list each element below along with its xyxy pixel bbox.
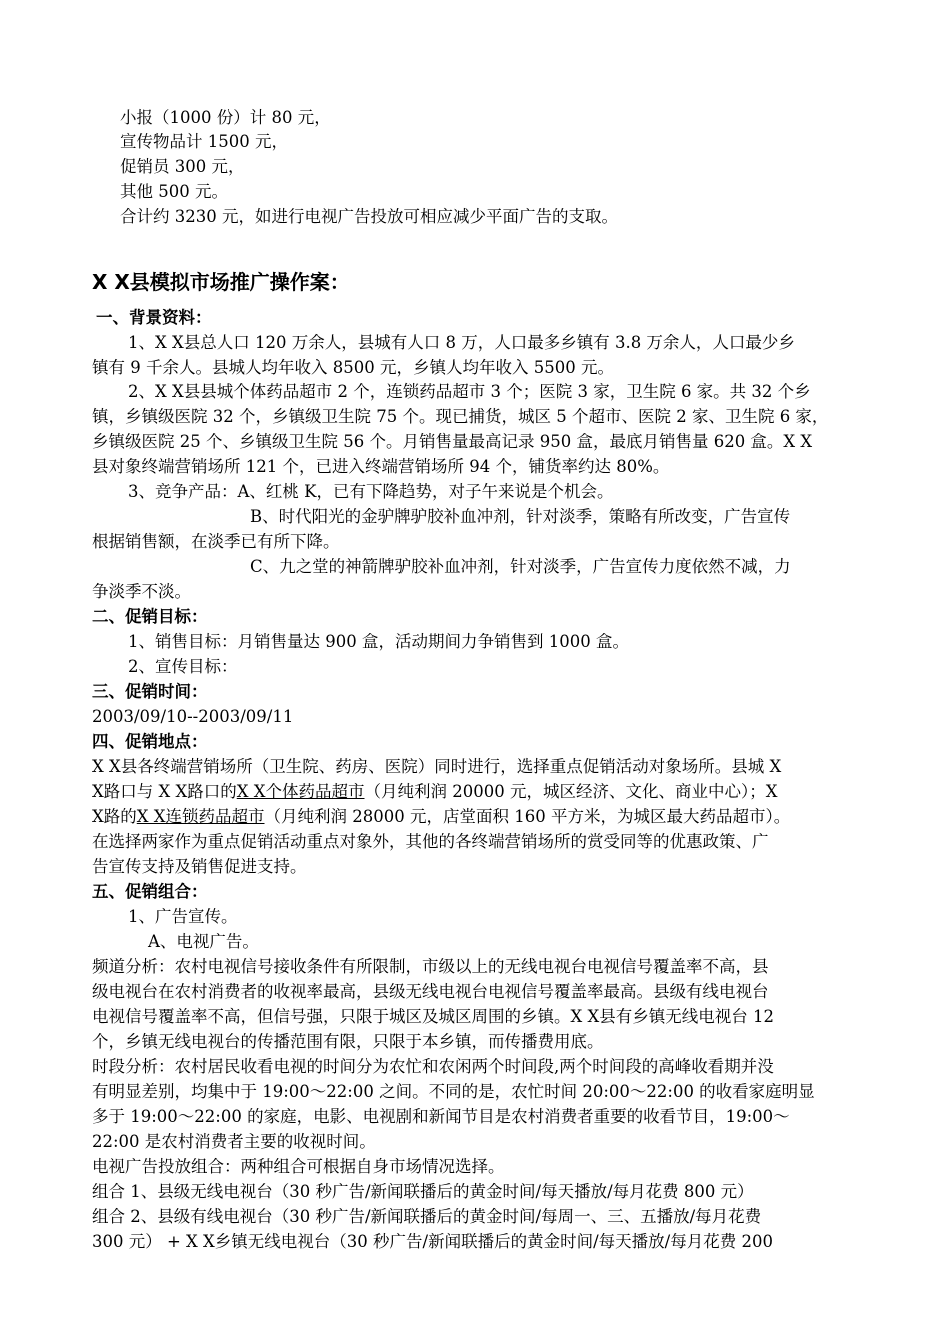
paragraph-line <box>92 780 777 804</box>
store-name-link: X X连锁药品超市 <box>136 807 265 826</box>
text-span: X路口与 X X路口的 <box>92 782 237 801</box>
paragraph-line: 组合 2、县级有线电视台（30 秒广告/新闻联播后的黄金时间/每周一、三、五播放/每月花费 <box>92 1207 762 1226</box>
section-heading: 五、促销组合： <box>92 882 208 901</box>
paragraph-line: 镇有 9 千余人。县城人均年收入 8500 元，乡镇人均年收入 5500 元。 <box>92 358 614 377</box>
budget-line: 宣传物品计 1500 元， <box>120 132 288 151</box>
section-heading: 四、促销地点： <box>92 732 208 751</box>
paragraph-line: 电视广告投放组合：两种组合可根据自身市场情况选择。 <box>92 1157 505 1176</box>
paragraph-line: 乡镇级医院 25 个、乡镇级卫生院 56 个。月销售量最高记录 950 盒，最底月销售量 620 盒。X X <box>92 432 813 451</box>
paragraph-line: 1、销售目标：月销售量达 900 盒，活动期间力争销售到 1000 盒。 <box>128 632 629 651</box>
paragraph-line: 镇，乡镇级医院 32 个，乡镇级卫生院 75 个。现已捕货，城区 5 个超市、医院 2 家、卫生院 6 家， <box>92 407 829 426</box>
paragraph-line: 电视信号覆盖率不高，但信号强，只限于城区及城区周围的乡镇。X X县有乡镇无线电视台 12 <box>92 1007 774 1026</box>
paragraph-line: 组合 1、县级无线电视台（30 秒广告/新闻联播后的黄金时间/每天播放/每月花费 800 元） <box>92 1182 754 1201</box>
paragraph-line: 多于 19:00～22:00 的家庭，电影、电视剧和新闻节目是农村消费者重要的收看节目，19:00～ <box>92 1107 790 1126</box>
paragraph-line: B、时代阳光的金驴牌驴胶补血冲剂，针对淡季，策略有所改变，广告宣传 <box>250 507 791 526</box>
section-heading: 三、促销时间： <box>92 682 208 701</box>
paragraph-line: C、九之堂的神箭牌驴胶补血冲剂，针对淡季，广告宣传力度依然不减，力 <box>250 557 791 576</box>
paragraph-line: 个，乡镇无线电视台的传播范围有限，只限于本乡镇，而传播费用底。 <box>92 1032 604 1051</box>
paragraph-line: 时段分析：农村居民收看电视的时间分为农忙和农闲两个时间段,两个时间段的高峰收看期并没 <box>92 1057 774 1076</box>
paragraph-line: 县对象终端营销场所 121 个，已进入终端营销场所 94 个，铺货率约达 80%。 <box>92 457 670 476</box>
store-name-link: X X个体药品超市 <box>236 782 365 801</box>
budget-total: 合计约 3230 元，如进行电视广告投放可相应减少平面广告的支取。 <box>120 207 618 226</box>
paragraph-line: 争淡季不淡。 <box>92 582 191 601</box>
paragraph-line: A、电视广告。 <box>148 932 259 951</box>
date-range: 2003/09/10--2003/09/11 <box>92 707 294 726</box>
paragraph-line: 频道分析：农村电视信号接收条件有所限制，市级以上的无线电视台电视信号覆盖率不高，县 <box>92 957 769 976</box>
paragraph-line: 22:00 是农村消费者主要的收视时间。 <box>92 1132 376 1151</box>
budget-line: 促销员 300 元， <box>120 157 245 176</box>
budget-line: 小报（1000 份）计 80 元， <box>120 108 331 127</box>
budget-line: 其他 500 元。 <box>120 182 228 201</box>
paragraph-line: 2、宣传目标： <box>128 657 238 676</box>
paragraph-line: 1、广告宣传。 <box>128 907 238 926</box>
document-title: X X县模拟市场推广操作案： <box>92 270 350 294</box>
paragraph-line: 3、竞争产品：A、红桃 K，已有下降趋势，对子午来说是个机会。 <box>128 482 614 501</box>
paragraph-line: 告宣传支持及销售促进支持。 <box>92 857 307 876</box>
paragraph-line: 2、X X县县城个体药品超市 2 个，连锁药品超市 3 个；医院 3 家，卫生院 6 家。共 32 个乡 <box>128 382 811 401</box>
paragraph-line: 1、X X县总人口 120 万余人，县城有人口 8 万，人口最多乡镇有 3.8 万余人，人口最少乡 <box>128 333 795 352</box>
section-heading: 二、促销目标： <box>92 607 208 626</box>
paragraph-line: 有明显差别，均集中于 19:00～22:00 之间。不同的是，农忙时间 20:00～22:00 的收看家庭明显 <box>92 1082 815 1101</box>
text-span: （月纯利润 28000 元，店堂面积 160 平方米，为城区最大药品超市）。 <box>264 807 791 826</box>
paragraph-line: 级电视台在农村消费者的收视率最高，县级无线电视台电视信号覆盖率最高。县级有线电视台 <box>92 982 769 1001</box>
paragraph-line: 300 元） + X X乡镇无线电视台（30 秒广告/新闻联播后的黄金时间/每天播放/每月花费 200 <box>92 1232 773 1251</box>
paragraph-line: X X县各终端营销场所（卫生院、药房、医院）同时进行，选择重点促销活动对象场所。县城 X <box>92 757 782 776</box>
text-span: X路的 <box>92 807 137 826</box>
paragraph-line: 在选择两家作为重点促销活动重点对象外，其他的各终端营销场所的赏受同等的优惠政策、广 <box>92 832 769 851</box>
text-span: （月纯利润 20000 元，城区经济、文化、商业中心）；X <box>364 782 778 801</box>
paragraph-line: 根据销售额，在淡季已有所下降。 <box>92 532 340 551</box>
section-heading: 一、背景资料： <box>96 308 212 327</box>
paragraph-line <box>92 805 790 829</box>
